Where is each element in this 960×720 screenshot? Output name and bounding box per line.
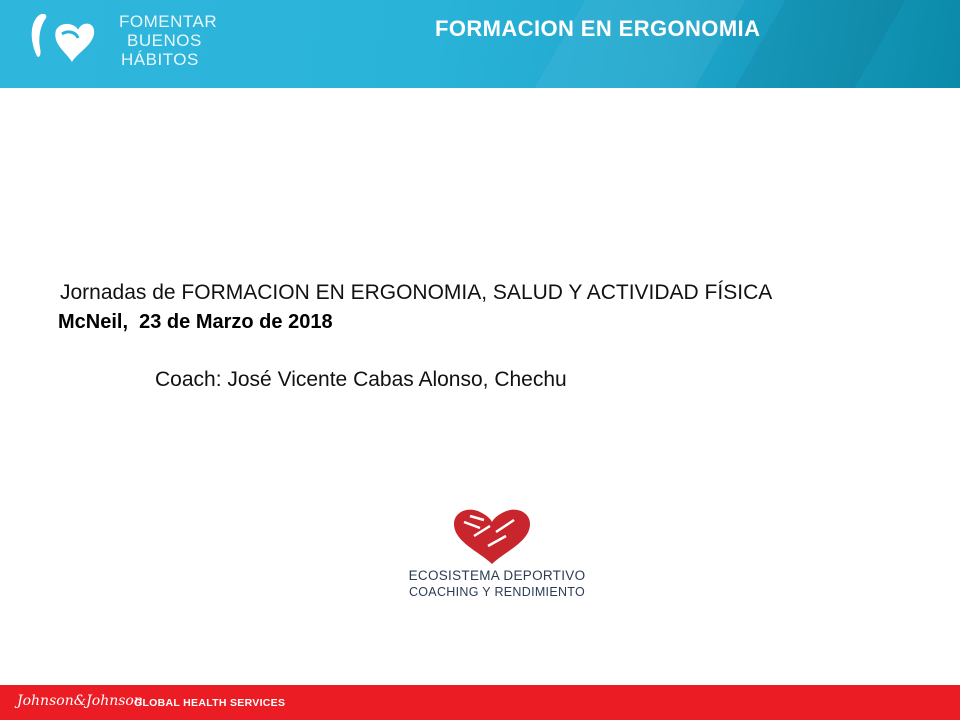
eco-logo-line2: COACHING Y RENDIMIENTO — [408, 585, 586, 599]
logo-line: BUENOS — [127, 31, 202, 50]
logo-line: HÁBITOS — [121, 50, 199, 69]
event-title: Jornadas de FORMACION EN ERGONOMIA, SALUD Y ACTIVIDAD FÍSICA — [60, 281, 773, 304]
footer-text: GLOBAL HEALTH SERVICES — [134, 697, 286, 709]
footer-bar — [0, 685, 960, 720]
logo-line: FOMENTAR — [119, 12, 218, 31]
ecosistema-heart-logo-icon — [450, 506, 534, 566]
page-title: FORMACION EN ERGONOMIA — [435, 16, 761, 41]
fomentar-heart-logo-icon — [26, 10, 98, 66]
coach-name: Coach: José Vicente Cabas Alonso, Chechu — [155, 368, 567, 391]
event-date: McNeil, 23 de Marzo de 2018 — [58, 311, 333, 333]
eco-logo-line1: ECOSISTEMA DEPORTIVO — [408, 568, 586, 583]
decorative-facet — [535, 0, 746, 88]
header-banner — [0, 0, 960, 88]
decorative-facet — [735, 0, 906, 88]
fomentar-logo-text — [119, 12, 217, 69]
jnj-logo: Johnson&Johnson — [17, 693, 143, 709]
